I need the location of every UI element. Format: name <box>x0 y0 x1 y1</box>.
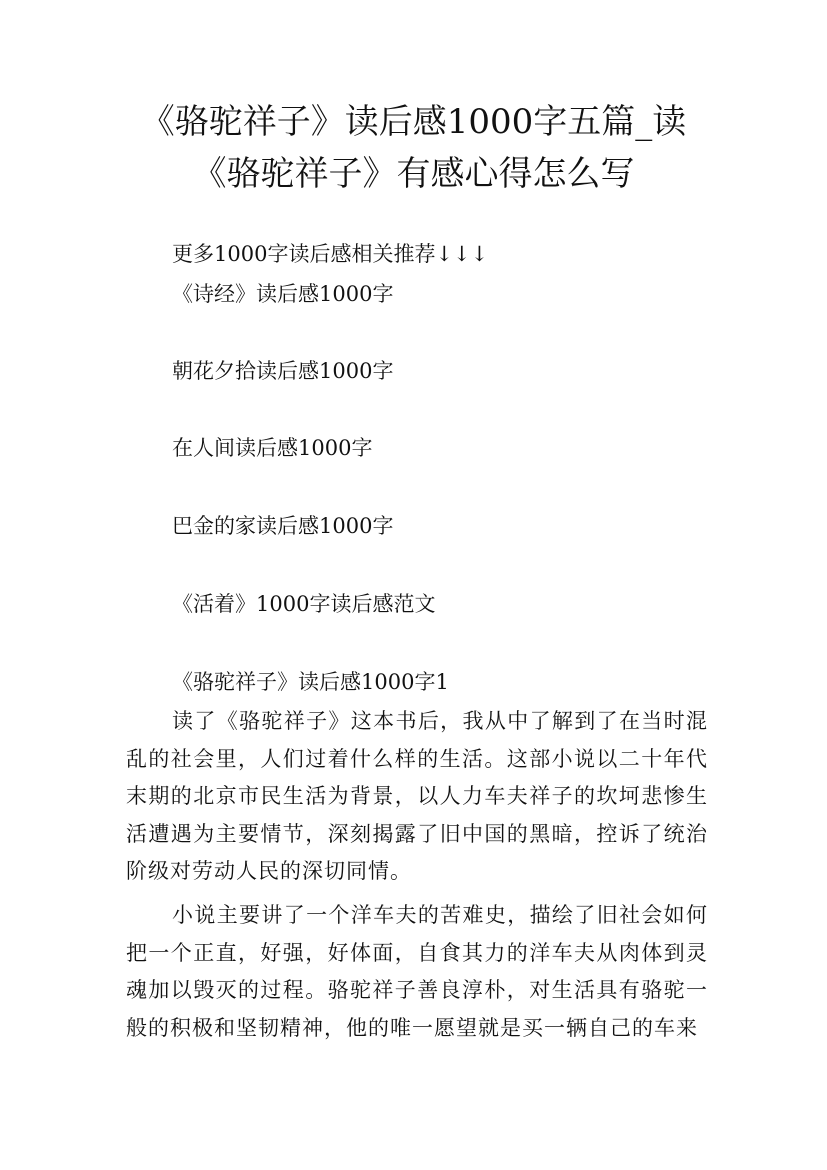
body-paragraph-1: 读了《骆驼祥子》这本书后，我从中了解到了在当时混乱的社会里，人们过着什么样的生活。这部小说以二十年代末期的北京市民生活为背景，以人力车夫祥子的坎坷悲惨生活遭遇为主要情节，深刻揭露了旧中国的黑暗，控诉了统治阶级对劳动人民的深切同情。 <box>126 709 708 883</box>
recommend-link-zhaohuaxishi[interactable]: 朝花夕拾读后感1000字 <box>172 359 394 383</box>
recommend-link-bajin-jia[interactable]: 巴金的家读后感1000字 <box>172 514 394 538</box>
section-heading: 《骆驼祥子》读后感1000字1 <box>172 670 449 694</box>
recommend-link-shijing[interactable]: 《诗经》读后感1000字 <box>172 282 394 306</box>
recommend-link-zairenjian[interactable]: 在人间读后感1000字 <box>172 436 373 460</box>
body-paragraph-2: 小说主要讲了一个洋车夫的苦难史，描绘了旧社会如何把一个正直，好强，好体面，自食其力的洋车夫从肉体到灵魂加以毁灭的过程。骆驼祥子善良淳朴，对生活具有骆驼一般的积极和坚韧精神，他的唯一愿望就是买一辆自己的车来 <box>126 903 708 1040</box>
recommend-link-huozhe[interactable]: 《活着》1000字读后感范文 <box>172 592 436 616</box>
recommend-header: 更多1000字读后感相关推荐↓↓↓ <box>172 242 489 266</box>
document-title: 《骆驼祥子》读后感1000字五篇_读《骆驼祥子》有感心得怎么写 <box>140 102 687 194</box>
